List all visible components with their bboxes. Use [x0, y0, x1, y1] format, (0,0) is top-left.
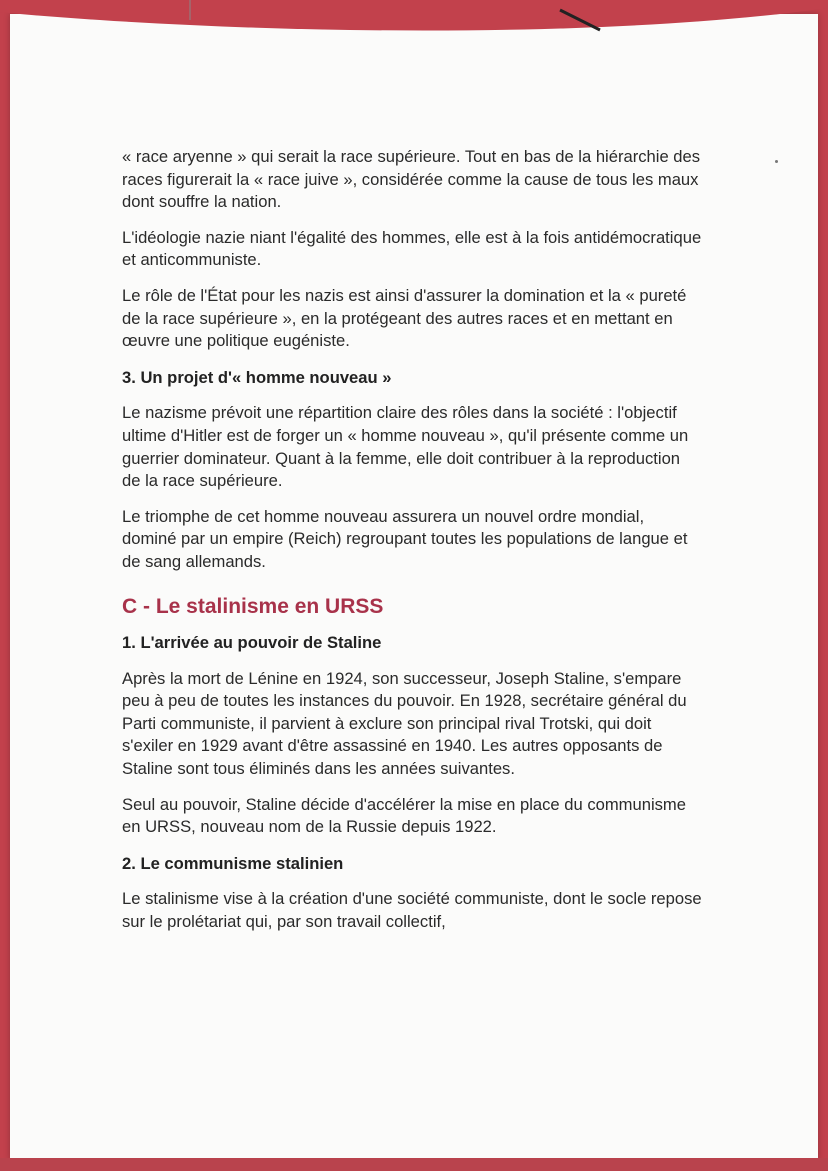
paragraph: Après la mort de Lénine en 1924, son successeur, Joseph Staline, s'empare peu à peu de toutes les instances du pouvoir. En 1928, secrétaire général du Parti communiste, il parvient à exclure son principal rival Trotski, qui doit s'exiler en 1929 avant d'être assassiné en 1940. Les autres opposants de Staline sont tous éliminés dans les années suivantes.	[122, 668, 687, 779]
paragraph: Le nazisme prévoit une répartition claire des rôles dans la société : l'objectif ultime d'Hitler est de forger un « homme nouveau », qu'il présente comme un guerrier dominateur. Quant à la femme, elle doit contribuer à la reproduction de la race supérieure.	[122, 403, 689, 491]
paragraph: Le triomphe de cet homme nouveau assurera un nouvel ordre mondial, dominé par un empire (Reich) regroupant toutes les populations de langue et de sang allemands.	[122, 506, 688, 571]
paragraph: Le stalinisme vise à la création d'une société communiste, dont le socle repose sur le prolétariat qui, par son travail collectif,	[122, 889, 702, 932]
paragraph: L'idéologie nazie niant l'égalité des hommes, elle est à la fois antidémocratique et anticommuniste.	[122, 227, 702, 270]
section-heading: 1. L'arrivée au pouvoir de Staline	[122, 633, 382, 653]
paragraph: Seul au pouvoir, Staline décide d'accélérer la mise en place du communisme en URSS, nouveau nom de la Russie depuis 1922.	[122, 794, 686, 837]
background-bottom-edge	[0, 1158, 828, 1171]
paragraph: Le rôle de l'État pour les nazis est ainsi d'assurer la domination et la « pureté de la race supérieure », en la protégeant des autres races et en mettant en œuvre une politique eugéniste.	[122, 285, 687, 351]
paper-top-edge	[0, 0, 828, 46]
speck-mark	[775, 160, 778, 163]
section-heading: 3. Un projet d'« homme nouveau »	[122, 367, 392, 387]
part-heading: C - Le stalinisme en URSS	[122, 594, 384, 618]
document-body	[122, 146, 702, 947]
paragraph: « race aryenne » qui serait la race supérieure. Tout en bas de la hiérarchie des races figurerait la « race juive », considérée comme la cause de tous les maux dont souffre la nation.	[122, 147, 701, 212]
section-heading: 2. Le communisme stalinien	[122, 853, 344, 873]
